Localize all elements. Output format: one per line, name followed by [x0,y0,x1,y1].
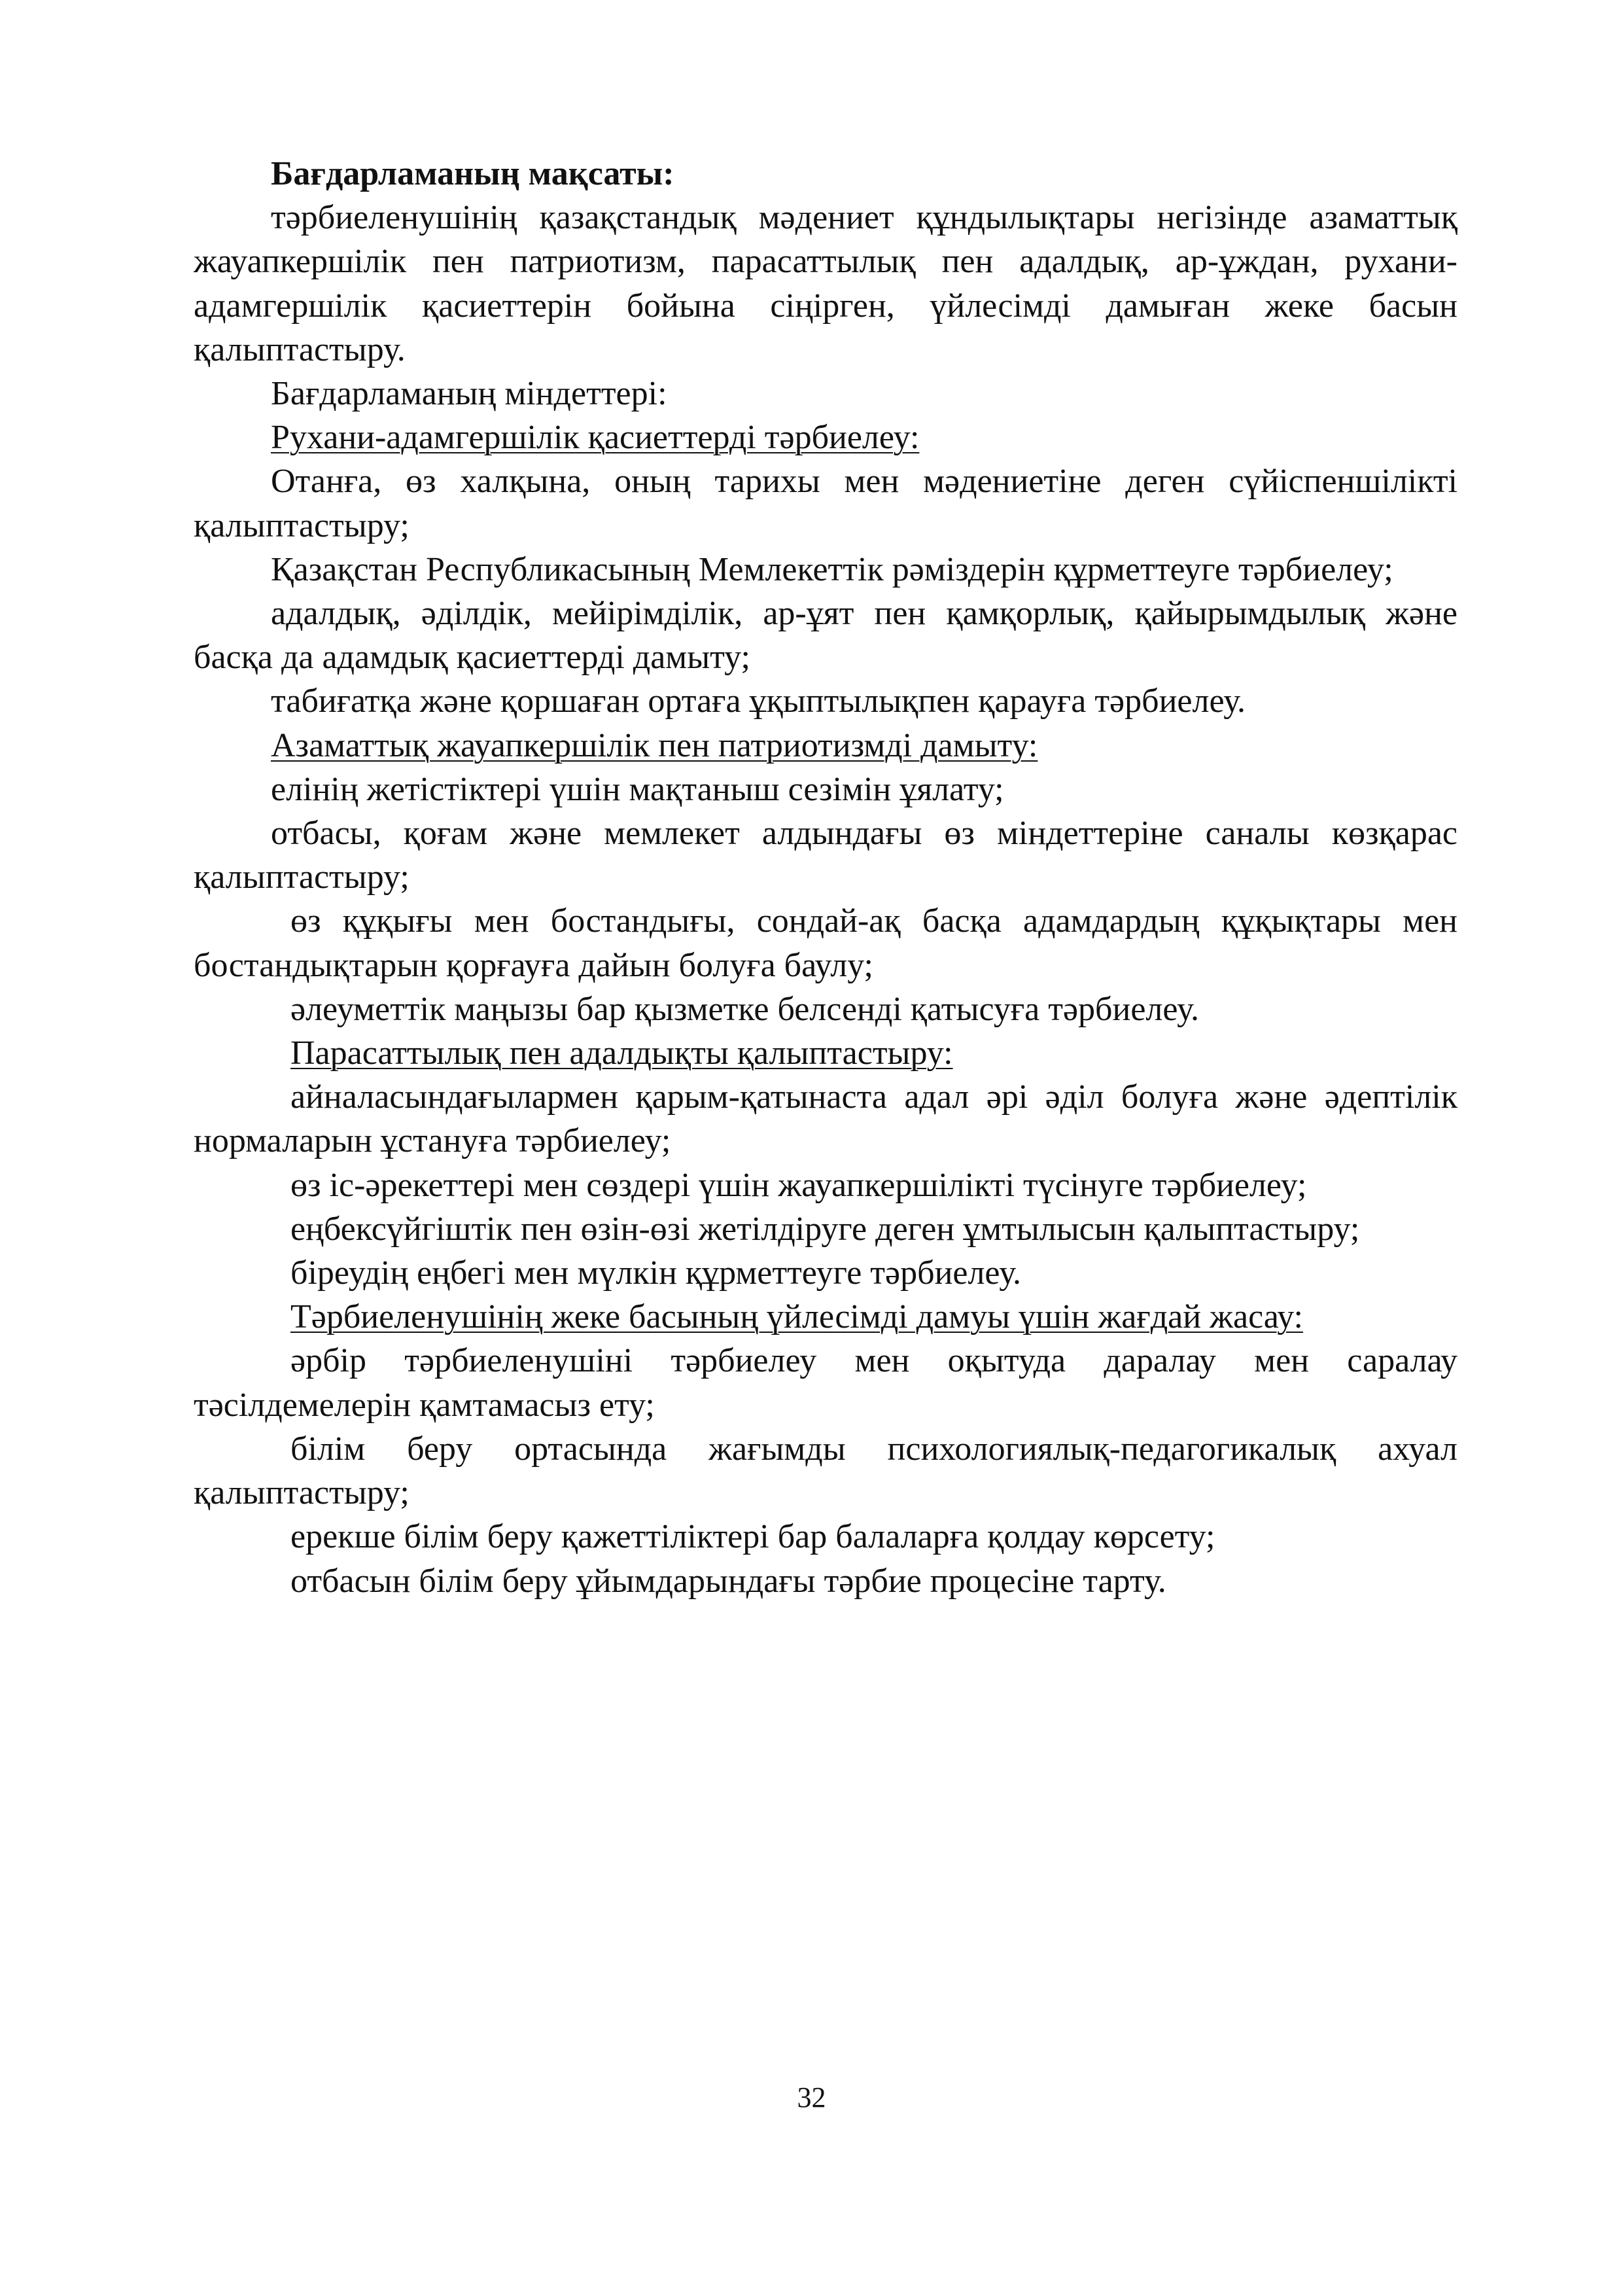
section-heading: Парасаттылық пен адалдықты қалыптастыру: [290,1034,953,1072]
page-number: 32 [797,2081,826,2113]
list-item: отбасы, қоғам және мемлекет алдындағы өз міндеттеріне саналы көзқарас қалыптастыру; [194,815,1457,896]
body-text [194,152,1457,1603]
section-heading: Рухани-адамгершілік қасиеттерді тәрбиелеу: [271,419,920,457]
purpose-heading: Бағдарламаның мақсаты: [271,155,674,192]
list-item: елінің жетістіктері үшін мақтаныш сезімін ұялату; [271,770,1004,808]
list-item: Отанға, өз халқына, оның тарихы мен мәдениетіне деген сүйіспеншілікті қалыптастыру; [194,463,1457,544]
list-item: әрбір тәрбиеленушіні тәрбиелеу мен оқытуда даралау мен саралау тәсілдемелерін қамтамасыз ету; [194,1342,1457,1424]
purpose-paragraph: тәрбиеленушінің қазақстандық мәдениет құндылықтары негізінде азаматтық жауапкершілік пен патриотизм, парасаттылық пен адалдық, ар-ұждан, рухани- адамгершілік қасиеттерін бойына сіңірген, үйлесімді дамыған жеке басын қалыптастыру. [194,199,1457,368]
tasks-heading: Бағдарламаның міндеттері: [271,375,667,413]
list-item: табиғатқа және қоршаған ортаға ұқыптылықпен қарауға тәрбиелеу. [271,682,1246,720]
list-item: еңбексүйгіштік пен өзін-өзі жетілдіруге деген ұмтылысын қалыптастыру; [290,1210,1360,1248]
list-item: Қазақстан Республикасының Мемлекеттік рәміздерін құрметтеуге тәрбиелеу; [271,550,1393,588]
section-heading: Тәрбиеленушінің жеке басының үйлесімді дамуы үшін жағдай жасау: [290,1298,1303,1336]
list-item: білім беру ортасында жағымды психологиялық-педагогикалық ахуал қалыптастыру; [194,1430,1457,1512]
list-item: адалдық, әділдік, мейірімділік, ар-ұят пен қамқорлық, қайырымдылық және басқа да адамдық қасиеттерді дамыту; [194,595,1457,677]
list-item: әлеуметтік маңызы бар қызметке белсенді қатысуға тәрбиелеу. [290,990,1199,1028]
list-item: ерекше білім беру қажеттіліктері бар балаларға қолдау көрсету; [290,1518,1215,1556]
list-item: айналасындағылармен қарым-қатынаста адал әрі әділ болуға және әдептілік нормаларын ұстануға тәрбиелеу; [194,1078,1457,1160]
list-item: өз құқығы мен бостандығы, сондай-ақ басқа адамдардың құқықтары мен бостандықтарын қорғауға дайын болуға баулу; [194,902,1457,984]
section-heading: Азаматтық жауапкершілік пен патриотизмді дамыту: [271,726,1038,764]
list-item: біреудің еңбегі мен мүлкін құрметтеуге тәрбиелеу. [290,1254,1022,1292]
list-item: отбасын білім беру ұйымдарындағы тәрбие процесіне тарту. [290,1562,1166,1600]
list-item: өз іс-әрекеттері мен сөздері үшін жауапкершілікті түсінуге тәрбиелеу; [290,1166,1307,1204]
